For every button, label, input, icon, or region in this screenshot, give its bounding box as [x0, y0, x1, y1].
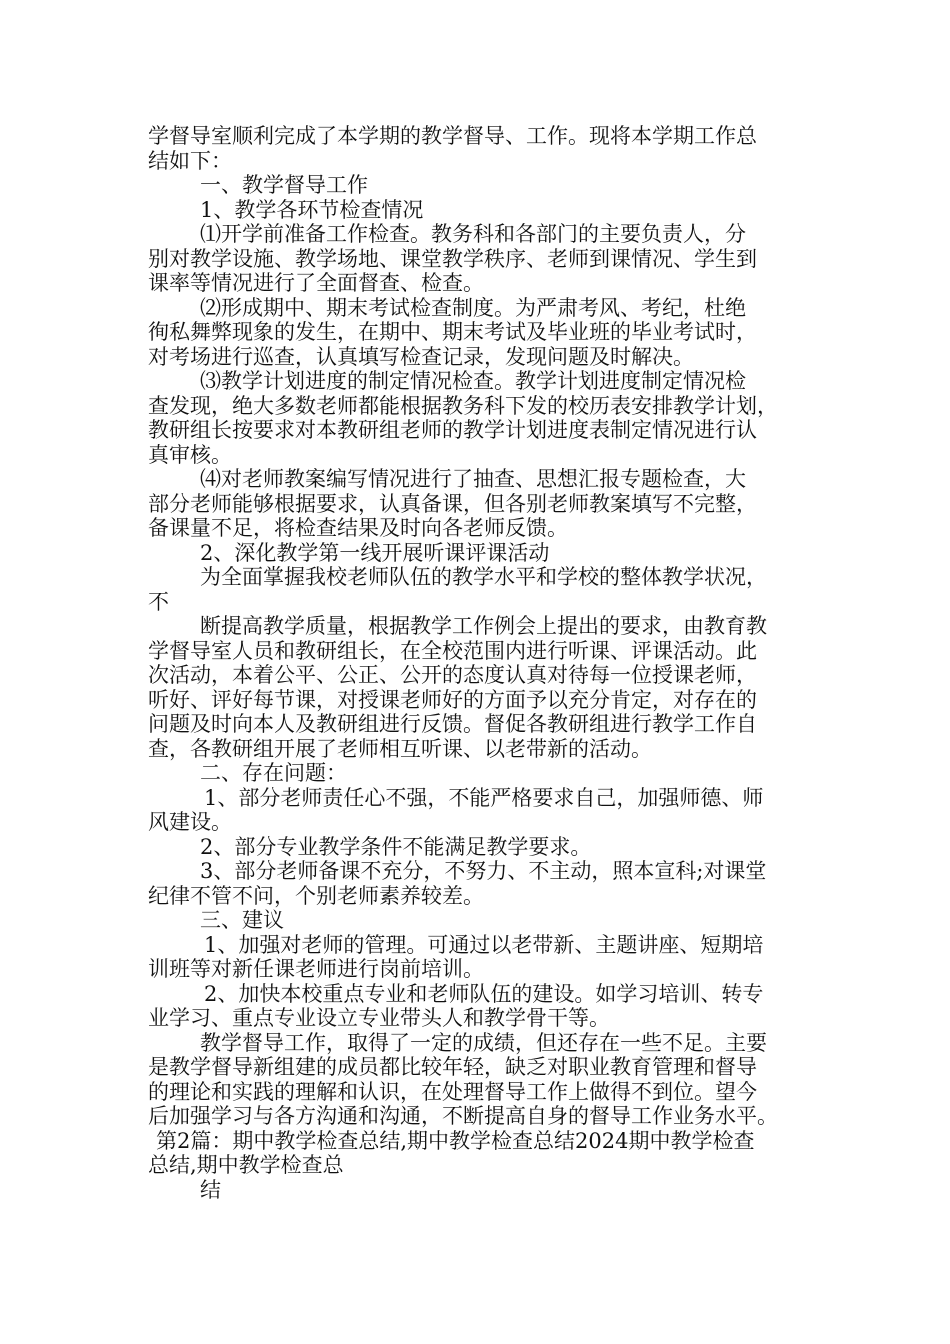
- text-line: 部分老师能够根据要求，认真备课，但各别老师教案填写不完整，: [148, 491, 757, 516]
- text-line: 别对教学设施、教学场地、课堂教学秩序、老师到课情况、学生到: [148, 246, 757, 271]
- text-line: ⑴开学前准备工作检查。教务科和各部门的主要负责人，分: [200, 222, 746, 246]
- text-line: 真审核。: [148, 442, 232, 467]
- text-line: 次活动，本着公平、公正、公开的态度认真对待每一位授课老师，: [148, 663, 757, 687]
- text-line: 1、部分老师责任心不强，不能严格要求自己，加强师德、师: [204, 785, 764, 810]
- text-line: 三、建议: [200, 908, 284, 932]
- document-body: [148, 124, 812, 1202]
- text-line: 2、加快本校重点专业和老师队伍的建设。如学习培训、转专: [204, 981, 764, 1006]
- text-line: 第2篇：期中教学检查总结,期中教学检查总结2024期中教学检查: [156, 1128, 755, 1153]
- text-line: 查发现，绝大多数老师都能根据教务科下发的校历表安排教学计划，: [148, 393, 778, 418]
- text-line: 后加强学习与各方沟通和沟通，不断提高自身的督导工作业务水平。: [148, 1104, 778, 1128]
- text-line: 课率等情况进行了全面督查、检查。: [148, 271, 484, 295]
- text-line: 2、深化教学第一线开展听课评课活动: [200, 540, 550, 565]
- text-line: 3、部分老师备课不充分，不努力、不主动，照本宣科;对课堂: [200, 859, 767, 883]
- text-line: 备课量不足，将检查结果及时向各老师反馈。: [148, 516, 568, 540]
- text-line: ⑵形成期中、期末考试检查制度。为严肃考风、考纪，杜绝: [200, 295, 746, 320]
- text-line: 一、教学督导工作: [200, 173, 368, 197]
- text-line: 的理论和实践的理解和认识，在处理督导工作上做得不到位。望今: [148, 1079, 757, 1104]
- text-line: 徇私舞弊现象的发生，在期中、期末考试及毕业班的毕业考试时，: [148, 320, 757, 344]
- text-line: 教研组长按要求对本教研组老师的教学计划进度表制定情况进行认: [148, 418, 757, 442]
- text-line: 学督导室人员和教研组长，在全校范围内进行听课、评课活动。此: [148, 638, 757, 663]
- text-line: 不: [148, 589, 169, 614]
- text-line: 二、存在问题：: [200, 761, 347, 785]
- text-line: 是教学督导新组建的成员都比较年轻，缺乏对职业教育管理和督导: [148, 1055, 757, 1079]
- text-line: 结如下：: [148, 148, 232, 173]
- text-line: 2、部分专业教学条件不能满足教学要求。: [200, 834, 592, 859]
- text-line: 教学督导工作，取得了一定的成绩，但还存在一些不足。主要: [200, 1030, 767, 1055]
- text-line: 纪律不管不问，个别老师素养较差。: [148, 883, 484, 908]
- text-line: 问题及时向本人及教研组进行反馈。督促各教研组进行教学工作自: [148, 712, 757, 736]
- text-line: 查，各教研组开展了老师相互听课、以老带新的活动。: [148, 736, 652, 761]
- text-line: 结: [200, 1177, 221, 1202]
- text-line: 听好、评好每节课，对授课老师好的方面予以充分肯定，对存在的: [148, 687, 757, 712]
- text-line: 为全面掌握我校老师队伍的教学水平和学校的整体教学状况，: [200, 565, 767, 589]
- text-line: 1、教学各环节检查情况: [200, 197, 424, 222]
- text-line: 风建设。: [148, 810, 232, 834]
- text-line: ⑶教学计划进度的制定情况检查。教学计划进度制定情况检: [200, 369, 746, 393]
- text-line: 学督导室顺利完成了本学期的教学督导、工作。现将本学期工作总: [148, 124, 757, 148]
- text-line: 业学习、重点专业设立专业带头人和教学骨干等。: [148, 1006, 610, 1030]
- text-line: 总结,期中教学检查总: [148, 1153, 344, 1177]
- text-line: 对考场进行巡查，认真填写检查记录，发现问题及时解决。: [148, 344, 694, 369]
- text-line: 断提高教学质量，根据教学工作例会上提出的要求，由教育教: [200, 614, 767, 638]
- text-line: 训班等对新任课老师进行岗前培训。: [148, 957, 484, 981]
- text-line: 1、加强对老师的管理。可通过以老带新、主题讲座、短期培: [204, 932, 764, 957]
- text-line: ⑷对老师教案编写情况进行了抽查、思想汇报专题检查，大: [200, 467, 746, 491]
